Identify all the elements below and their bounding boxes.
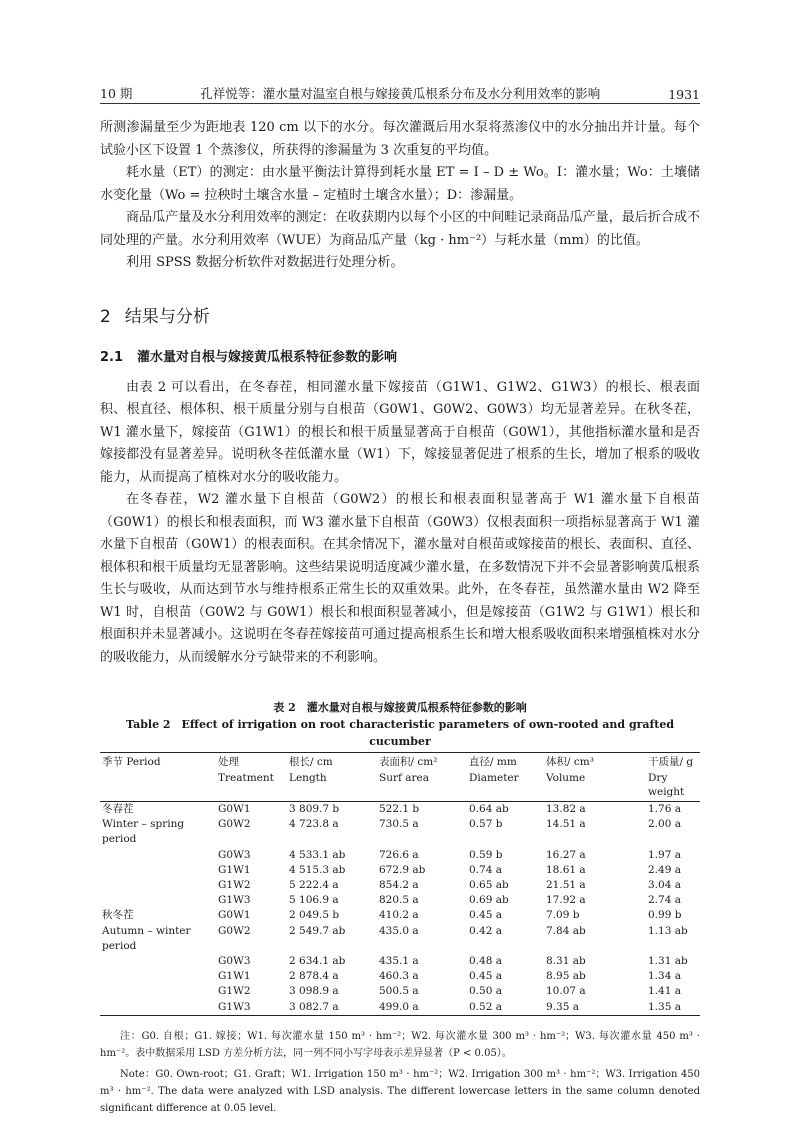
section-number: 2 <box>100 306 111 327</box>
table-cell: 0.45 a <box>469 970 502 983</box>
results-paragraph-2: 在冬春茬，W2 灌水量下自根苗（G0W2）的根长和根表面积显著高于 W1 灌水量下自根苗（G0W1）的根长和根表面积，而 W3 灌水量下自根苗（G0W3）仅根表面积一项指标显著高于 W1 灌水量下自根苗（G0W1）的根表面积。在其余情况下，灌水量对自根苗或嫁接苗的根长、表面积、直径、根体积和根干质量均无显著影响。这些结果说明适度减少灌水量，在多数情况下并不会显著影响黄瓜根系生长与吸收，从而达到节水与维持根系正常生长的双重效果。此外，在冬春茬，虽然灌水量由 W2 降至 W1 时，自根苗（G0W2 与 G0W1）根长和根面积显著减小，但是嫁接苗（G1W2 与 G1W1）根长和根面积并未显著减小。这说明在冬春茬嫁接苗可通过提高根系生长和增大根系吸收面积来增强植株对水分的吸收能力，从而缓解水分亏缺带来的不利影响。 <box>100 492 700 665</box>
table-notes <box>100 1028 700 1117</box>
table-cell: 1.41 a <box>648 985 681 998</box>
header-period-en <box>100 769 216 802</box>
table-cell: G1W1 <box>218 863 251 876</box>
header-treatment-cn: 处理 <box>216 753 287 770</box>
table-cell: 0.45 a <box>469 909 502 922</box>
table-row <box>100 863 700 878</box>
table-cell: 21.51 a <box>546 879 586 892</box>
header-rule <box>100 103 700 104</box>
table-cell: 18.61 a <box>546 863 586 876</box>
table-cell: 14.51 a <box>546 818 586 831</box>
header-volume-cn: 体积/ cm³ <box>544 753 646 770</box>
table-cell: 0.50 a <box>469 985 502 998</box>
section-heading <box>100 305 700 329</box>
results-paragraph-1: 由表 2 可以看出，在冬春茬，相同灌水量下嫁接苗（G1W1、G1W2、G1W3）的根长、根表面积、根直径、根体积、根干质量分别与自根苗（G0W1、G0W2、G0W3）均无显著差异。在秋冬茬，W1 灌水量下，嫁接苗（G1W1）的根长和根干质量显著高于自根苗（G0W1），其他指标灌水量和是否嫁接都没有显著差异。说明秋冬茬低灌水量（W1）下，嫁接显著促进了根系的生长，增加了根系的吸收能力，从而提高了植株对水分的吸收能力。 <box>100 379 700 485</box>
table-cell: 5 106.9 a <box>289 894 339 907</box>
table-cell: G0W1 <box>218 909 251 922</box>
table-caption <box>100 699 700 750</box>
table-cell: 1.34 a <box>648 970 681 983</box>
table-header-row-cn <box>100 753 700 770</box>
table-cell: 0.74 a <box>469 863 502 876</box>
subsection-number: 2.1 <box>100 349 124 365</box>
table-cell: Winter – spring period <box>102 818 185 846</box>
running-title: 孔祥悦等：灌水量对温室自根与嫁接黄瓜根系分布及水分利用效率的影响 <box>200 86 601 101</box>
table-cell <box>100 1000 216 1016</box>
table-cell: 2 878.4 a <box>289 970 339 983</box>
header-surface-en: Surf area <box>377 769 467 802</box>
table-cell: 5 222.4 a <box>289 879 339 892</box>
table-row <box>100 954 700 969</box>
table-row <box>100 893 700 908</box>
page-content <box>100 117 700 1121</box>
paragraph-spss: 利用 SPSS 数据分析软件对数据进行处理分析。 <box>126 255 404 270</box>
table-cell: 0.42 a <box>469 924 502 937</box>
table-cell: 500.5 a <box>379 985 419 998</box>
table-cell <box>100 863 216 878</box>
table-cell: 2.00 a <box>648 818 681 831</box>
table-cell <box>100 969 216 984</box>
paragraph-wue: 商品瓜产量及水分利用效率的测定：在收获期内以每个小区的中间畦记录商品瓜产量，最后折合成不同处理的产量。水分利用效率（WUE）为商品瓜产量（kg · hm⁻²）与耗水量（mm）的比值。 <box>100 210 700 248</box>
table-cell: 3 098.9 a <box>289 985 339 998</box>
table-cell: 0.48 a <box>469 955 502 968</box>
table-cell: 10.07 a <box>546 985 586 998</box>
table-row <box>100 924 700 954</box>
table-cell: 499.0 a <box>377 1000 467 1016</box>
header-period: 季节 Period <box>100 753 216 770</box>
subsection-title: 灌水量对自根与嫁接黄瓜根系特征参数的影响 <box>137 349 398 365</box>
table-cell: 4 515.3 ab <box>289 863 346 876</box>
table-cell: 726.6 a <box>379 848 419 861</box>
paragraph-et: 耗水量（ET）的测定：由水量平衡法计算得到耗水量 ET = I – D ± Wo。I：灌水量；Wo：土壤储水变化量（Wo = 拉秧时土壤含水量 – 定植时土壤含水量）；D：渗漏量。 <box>100 165 700 203</box>
table-cell: 0.57 b <box>469 818 503 831</box>
table-cell: 410.2 a <box>379 909 419 922</box>
table-cell: 3 809.7 b <box>289 803 340 815</box>
header-diameter-en: Diameter <box>467 769 544 802</box>
header-dry-weight-en: Dry weight <box>646 769 700 802</box>
table-cell: 820.5 a <box>379 894 419 907</box>
table-cell: 8.31 ab <box>546 955 586 968</box>
table-row <box>100 1000 700 1016</box>
table-row <box>100 878 700 893</box>
table-cell: 730.5 a <box>379 818 419 831</box>
table-cell: 2.49 a <box>648 863 681 876</box>
table-cell: G1W1 <box>218 970 251 983</box>
table-cell: 3 082.7 a <box>287 1000 377 1016</box>
header-surface-cn: 表面积/ cm² <box>377 753 467 770</box>
header-volume-en: Volume <box>544 769 646 802</box>
table-cell: 460.3 a <box>379 970 419 983</box>
table-cell <box>100 848 216 863</box>
table-cell: 1.13 ab <box>648 924 688 937</box>
table-cell: 17.92 a <box>546 894 586 907</box>
table-body <box>100 802 700 1016</box>
table-cell <box>100 984 216 999</box>
table-cell: 4 723.8 a <box>289 818 339 831</box>
table-cell: 2 549.7 ab <box>289 924 346 937</box>
table-cell: G1W2 <box>218 985 251 998</box>
table-cell <box>100 893 216 908</box>
page-number: 1931 <box>668 87 700 102</box>
table-row <box>100 848 700 863</box>
table-cell: 13.82 a <box>546 803 586 815</box>
table-cell: 522.1 b <box>379 803 420 815</box>
table-cell: G0W2 <box>218 924 251 937</box>
table-cell: 3.04 a <box>648 879 681 892</box>
table-cell: 435.0 a <box>379 924 419 937</box>
table-cell: 2.74 a <box>648 894 681 907</box>
table-note-cn: 注：G0. 自根；G1. 嫁接；W1. 每次灌水量 150 m³ · hm⁻²；W2. 每次灌水量 300 m³ · hm⁻²；W3. 每次灌水量 450 m³ · hm⁻²。表中数据采用 LSD 方差分析方法，同一列不同小写字母表示差异显著（P < 0.05）。 <box>100 1030 700 1059</box>
table-cell: 16.27 a <box>546 848 586 861</box>
table-cell: 1.97 a <box>648 848 681 861</box>
table-cell: 672.9 ab <box>379 863 426 876</box>
table-cell: 0.64 ab <box>469 803 509 815</box>
header-length-cn: 根长/ cm <box>287 753 377 770</box>
table-cell: 0.59 b <box>469 848 503 861</box>
table-cell: 2 049.5 b <box>289 909 340 922</box>
header-diameter-cn: 直径/ mm <box>467 753 544 770</box>
root-parameters-table <box>100 752 700 1016</box>
table-cell: 0.52 a <box>467 1000 544 1016</box>
subsection-heading <box>100 347 700 369</box>
table-cell: 435.1 a <box>379 955 419 968</box>
table-cell: 4 533.1 ab <box>289 848 346 861</box>
table-cell: Autumn – winter period <box>102 924 191 952</box>
table-row <box>100 908 700 923</box>
table-cell: 854.2 a <box>379 879 419 892</box>
header-length-en: Length <box>287 769 377 802</box>
table-cell: 0.99 b <box>648 909 682 922</box>
table-cell: 秋冬茬 <box>102 909 134 922</box>
table-cell: 1.31 ab <box>648 955 688 968</box>
issue-label: 10 期 <box>100 86 133 101</box>
table-cell: G1W3 <box>216 1000 287 1016</box>
table-cell: 7.84 ab <box>546 924 586 937</box>
table-caption-cn: 表 2 灌水量对自根与嫁接黄瓜根系特征参数的影响 <box>273 701 527 714</box>
table-cell <box>100 954 216 969</box>
table-cell: 冬春茬 <box>102 803 134 815</box>
table-cell: 1.35 a <box>646 1000 700 1016</box>
table-cell <box>100 878 216 893</box>
header-dry-weight-cn: 干质量/ g <box>646 753 700 770</box>
table-cell: G0W3 <box>218 955 251 968</box>
table-caption-en: Table 2 Effect of irrigation on root characteristic parameters of own-rooted and grafted cucumber <box>125 718 675 748</box>
table-cell: G0W1 <box>218 803 251 815</box>
table-row <box>100 969 700 984</box>
table-cell: 7.09 b <box>546 909 580 922</box>
table-cell: 0.69 ab <box>469 894 509 907</box>
table-cell: 2 634.1 ab <box>289 955 346 968</box>
paragraph-leakage: 所测渗漏量至少为距地表 120 cm 以下的水分。每次灌溉后用水泵将蒸渗仪中的水分抽出并计量。每个试验小区下设置 1 个蒸渗仪，所获得的渗漏量为 3 次重复的平均值。 <box>100 120 700 158</box>
header-treatment-en: Treatment <box>216 769 287 802</box>
table-row <box>100 817 700 847</box>
table-cell: 0.65 ab <box>469 879 509 892</box>
table-cell: 8.95 ab <box>546 970 586 983</box>
table-row <box>100 984 700 999</box>
table-row <box>100 802 700 818</box>
table-cell: 9.35 a <box>544 1000 646 1016</box>
table-cell: G1W2 <box>218 879 251 892</box>
table-cell: G1W3 <box>218 894 251 907</box>
table-cell: G0W3 <box>218 848 251 861</box>
section-title: 结果与分析 <box>124 306 210 327</box>
table-cell: 1.76 a <box>648 803 681 815</box>
running-header <box>100 80 700 102</box>
table-cell: G0W2 <box>218 818 251 831</box>
table-header-row-en <box>100 769 700 802</box>
table-note-en: Note：G0. Own-root；G1. Graft；W1. Irrigation 150 m³ · hm⁻²；W2. Irrigation 300 m³ · hm⁻²；W3. Irrigation 450 m³ · hm⁻². The data were analyzed with LSD analysis. The different lowercase letters in the same column denoted significant difference at 0.05 level. <box>100 1068 700 1114</box>
